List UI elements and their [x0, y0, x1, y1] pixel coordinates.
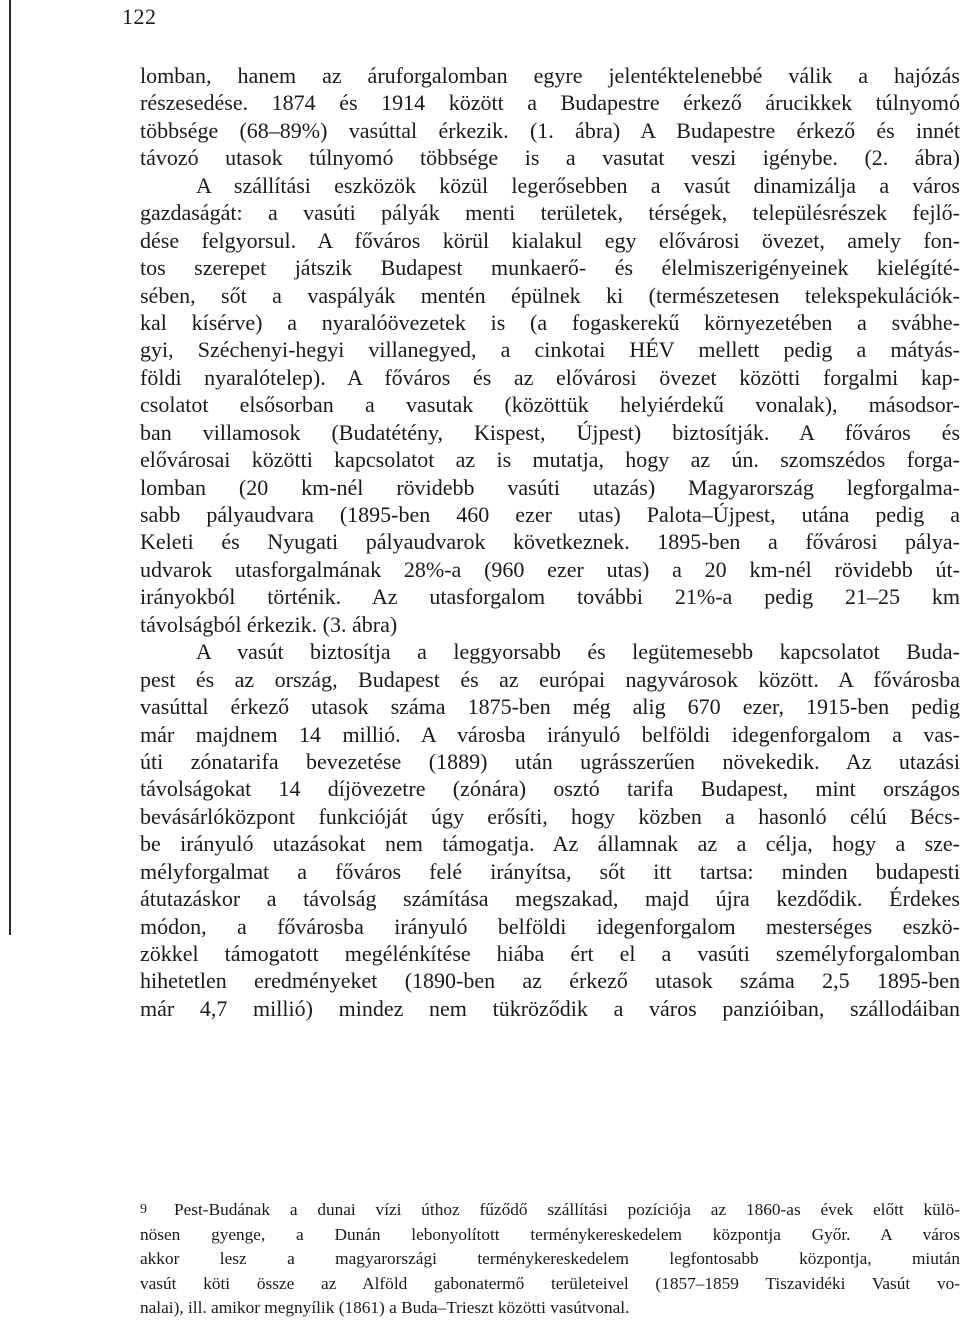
- text-line: gazdaságát: a vasúti pályák menti területek, térségek, településrészek fejlő-: [140, 200, 960, 226]
- text-line: bevásárlóközpont funkcióját úgy erősíti, hogy közben a hasonló célú Bécs-: [140, 803, 960, 829]
- footnote-line: nösen gyenge, a Dunán lebonyolított terménykereskedelem központja Győr. A város: [140, 1224, 960, 1244]
- text-line: már 4,7 millió) mindez nem tükröződik a város panzióiban, szállodáiban: [140, 995, 960, 1021]
- text-line: sabb pályaudvara (1895-ben 460 ezer utas) Palota–Újpest, utána pedig a: [140, 502, 960, 527]
- text-line: vasúttal érkező utasok száma 1875-ben még alig 670 ezer, 1915-ben pedig: [140, 694, 960, 720]
- text-line: A vasút biztosítja a leggyorsabb és legütemesebb kapcsolatot Buda-: [196, 639, 960, 665]
- text-line: Keleti és Nyugati pályaudvarok következnek. 1895-ben a fővárosi pálya-: [140, 529, 960, 555]
- margin-rule: [9, 0, 11, 935]
- text-line: csolatot elsősorban a vasutak (közöttük helyiérdekű vonalak), másodsor-: [140, 392, 960, 418]
- text-line: be irányuló utazásokat nem támogatja. Az államnak az a célja, hogy a sze-: [140, 831, 960, 857]
- text-line: távolságokat 14 díjövezetre (zónára) osztó tarifa Budapest, mint országos: [140, 776, 960, 802]
- text-line: A szállítási eszközök közül legerősebben a vasút dinamizálja a város: [196, 172, 960, 198]
- text-line: ban villamosok (Budatétény, Kispest, Újpest) biztosítják. A főváros és: [140, 419, 960, 445]
- text-line: zökkel támogatott megélénkítése hiába ért el a vasúti személyforgalomban: [140, 941, 960, 966]
- text-line: irányokból történik. Az utasforgalom további 21%-a pedig 21–25 km: [140, 584, 960, 610]
- text-line: lomban, hanem az áruforgalomban egyre jelentéktelenebbé válik a hajózás: [140, 63, 960, 88]
- footnote-line: vasút köti össze az Alföld gabonatermő területeivel (1857–1859 Tiszavidéki Vasút vo-: [140, 1273, 960, 1293]
- text-line: kal kísérve) a nyaralóövezetek is (a fogaskerekű környezetében a svábhe-: [140, 309, 960, 335]
- text-line: átutazáskor a távolság számítása megszakad, majd újra kezdődik. Érdekes: [140, 886, 960, 912]
- text-line: tos szerepet játszik Budapest munkaerő- és élelmiszerigényeinek kielégíté-: [140, 255, 960, 281]
- text-line: mélyforgalmat a főváros felé irányítsa, sőt itt tartsa: minden budapesti: [140, 858, 960, 884]
- text-line: úti zónatarifa bevezetése (1889) után ugrásszerűen növekedik. Az utazási: [140, 748, 960, 774]
- footnote-line: akkor lesz a magyarországi terménykereskedelem legfontosabb központja, miután: [140, 1249, 960, 1269]
- body-text: [140, 62, 960, 1022]
- text-line: pest és az ország, Budapest és az európai nagyvárosok között. A fővárosba: [140, 666, 960, 692]
- text-line: elővárosai közötti kapcsolatot az is mutatja, hogy az ún. szomszédos forga-: [140, 447, 960, 473]
- text-line: részesedése. 1874 és 1914 között a Budapestre érkező árucikkek túlnyomó: [140, 90, 960, 116]
- text-line: udvarok utasforgalmának 28%-a (960 ezer utas) a 20 km-nél rövidebb út-: [140, 556, 960, 582]
- text-line: már majdnem 14 millió. A városba irányuló belföldi idegenforgalom a vas-: [140, 721, 960, 747]
- footnote-line: Pest-Budának a dunai vízi úthoz fűződő szállítási pozíciója az 1860-as évek előtt külö-: [174, 1200, 960, 1219]
- footnote: [140, 1198, 960, 1321]
- text-line: lomban (20 km-nél rövidebb vasúti utazás) Magyarország legforgalma-: [140, 474, 960, 500]
- text-line: földi nyaralótelep). A főváros és az elővárosi övezet közötti forgalmi kap-: [140, 364, 960, 390]
- text-line: dése felgyorsul. A főváros körül kialakul egy elővárosi övezet, amely fon-: [140, 227, 960, 253]
- text-line: sében, sőt a vaspályák mentén épülnek ki (természetesen telekspekulációk-: [140, 282, 960, 308]
- text-line: gyi, Széchenyi-hegyi villanegyed, a cinkotai HÉV mellett pedig a mátyás-: [140, 337, 960, 363]
- footnote-marker: 9: [140, 1202, 147, 1217]
- text-line: hihetetlen eredményeket (1890-ben az érkező utasok száma 2,5 1895-ben: [140, 968, 960, 994]
- text-line: többsége (68–89%) vasúttal érkezik. (1. ábra) A Budapestre érkező és innét: [140, 117, 960, 143]
- footnote-line: nalai), ill. amikor megnyílik (1861) a Buda–Trieszt közötti vasútvonal.: [140, 1298, 630, 1318]
- page-number: 122: [122, 4, 157, 29]
- text-line: módon, a fővárosba irányuló belföldi idegenforgalom mesterséges eszkö-: [140, 913, 960, 939]
- text-line: távolságból érkezik. (3. ábra): [140, 611, 398, 637]
- text-line: távozó utasok túlnyomó többsége is a vasutat veszi igénybe. (2. ábra): [140, 145, 960, 171]
